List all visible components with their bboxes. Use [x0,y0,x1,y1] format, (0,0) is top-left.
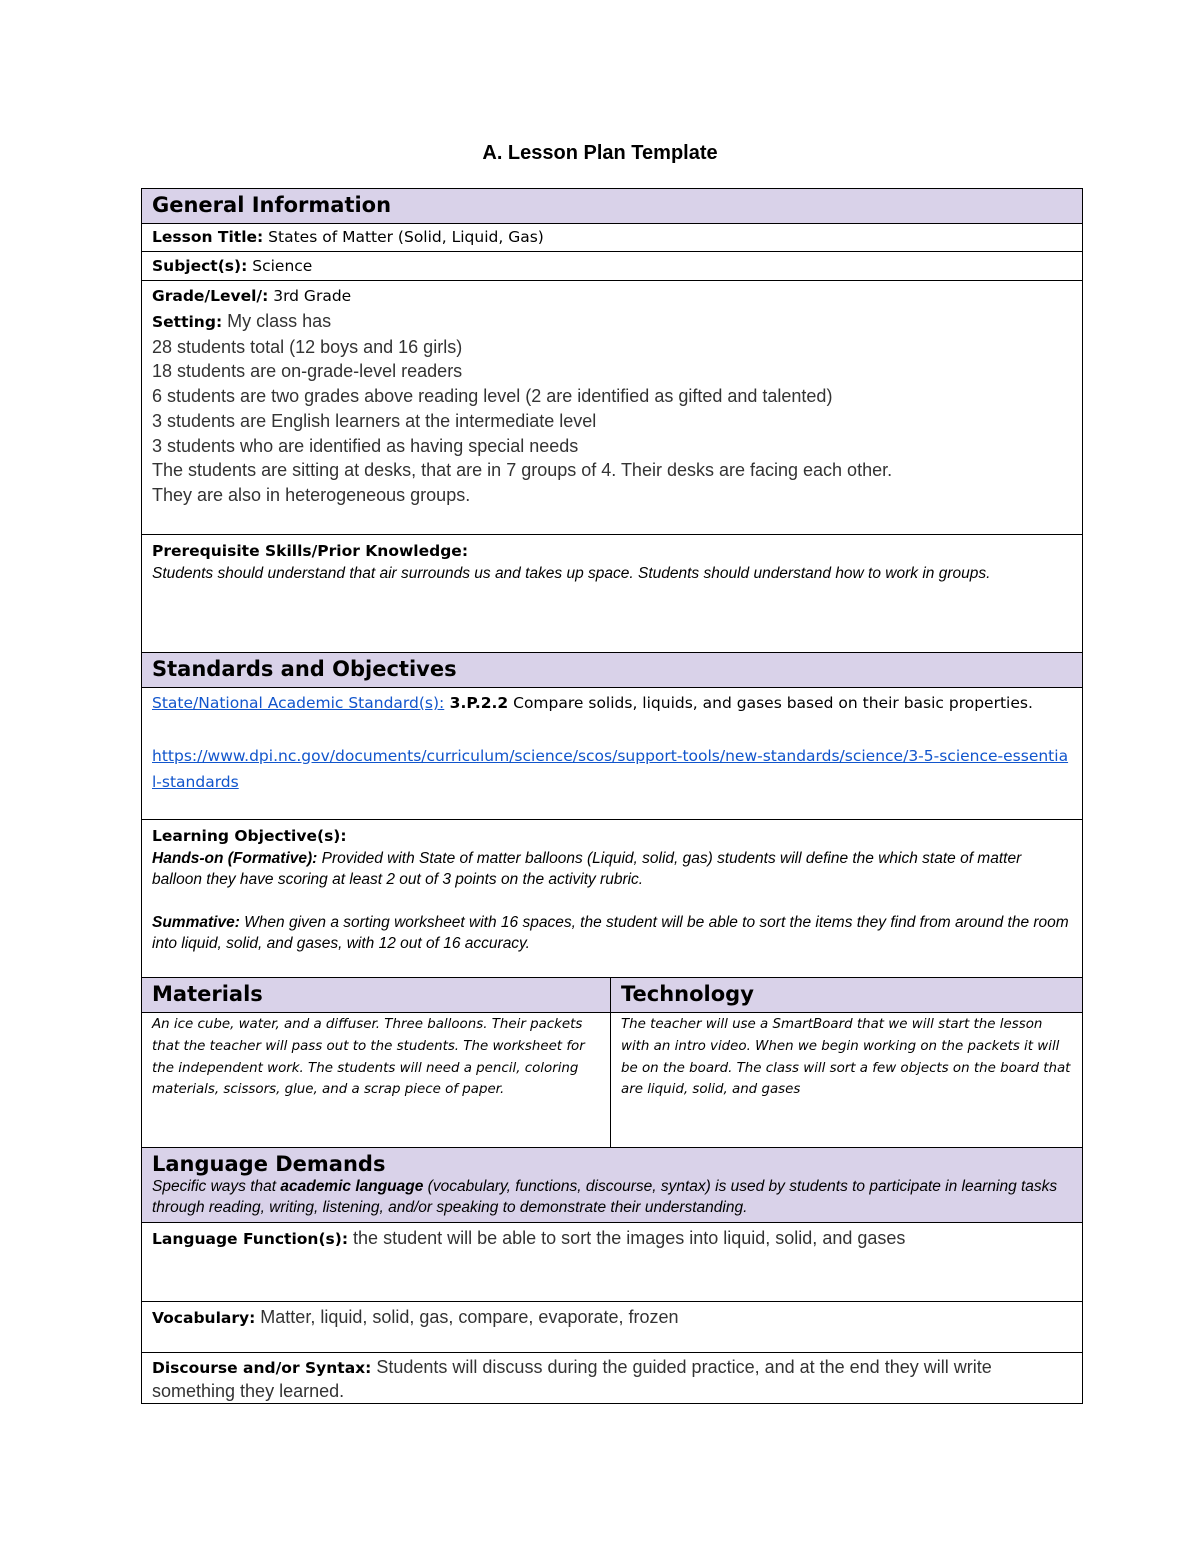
setting-line: 3 students are English learners at the intermediate level [152,410,597,431]
general-information-header: General Information [142,189,1083,224]
lesson-title-label: Lesson Title: [152,228,264,246]
discourse-label: Discourse and/or Syntax: [152,1359,372,1377]
document-title: A. Lesson Plan Template [482,142,718,164]
materials-text: An ice cube, water, and a diffuser. Three balloons. Their packets that the teacher will pass out to the students. The worksheet for the independent work. The students will need a pencil, coloring materials, scissors, glue, and a scrap piece of paper. [152,1017,585,1098]
summative-label: Summative: [152,914,240,931]
learning-objectives-cell [142,820,1083,978]
subject-row [142,252,1083,281]
learning-objectives-label: Learning Objective(s): [152,827,347,845]
materials-cell [142,1013,611,1148]
prerequisite-text: Students should understand that air surrounds us and takes up space. Students should understand how to work in groups. [152,565,991,582]
grade-setting-cell [142,281,1083,535]
setting-line: They are also in heterogeneous groups. [152,484,471,505]
subject-label: Subject(s): [152,257,248,275]
standard-url-link[interactable]: https://www.dpi.nc.gov/documents/curriculum/science/scos/support-tools/new-standards/science/3-5-science-essential-standards [152,746,1069,791]
hands-on-text: Provided with State of matter balloons (Liquid, solid, gas) students will define the which state of matter balloon they have scoring at least 2 out of 3 points on the activity rubric. [152,850,1022,888]
standard-text: Compare solids, liquids, and gases based on their basic properties. [508,694,1033,712]
technology-header: Technology [611,978,1083,1013]
language-demands-header: Language Demands Specific ways that academic language (vocabulary, functions, discourse, syntax) is used by students to participate in learning tasks through reading, writing, listening, and/or speaking to demonstrate their understanding. [142,1148,1083,1223]
prerequisite-cell [142,535,1083,653]
setting-label: Setting: [152,313,223,331]
discourse-cell [142,1353,1083,1404]
standard-code: 3.P.2.2 [444,694,509,712]
language-function-text: the student will be able to sort the images into liquid, solid, and gases [348,1228,906,1248]
language-demands-description: Specific ways that academic language (vocabulary, functions, discourse, syntax) is used by students to participate in learning tasks through reading, writing, listening, and/or speaking to demonstrate their understanding. [152,1178,1058,1216]
summative-text: When given a sorting worksheet with 16 spaces, the student will be able to sort the items they find from around the room into liquid, solid, and gases, with 12 out of 16 accuracy. [152,914,1069,952]
standards-cell [142,688,1083,820]
materials-header: Materials [142,978,611,1013]
lesson-title-value: States of Matter (Solid, Liquid, Gas) [263,228,544,246]
hands-on-label: Hands-on (Formative): [152,850,318,867]
language-function-label: Language Function(s): [152,1230,349,1248]
technology-cell [611,1013,1083,1148]
setting-line: 6 students are two grades above reading level (2 are identified as gifted and talented) [152,386,833,407]
setting-line: 18 students are on-grade-level readers [152,361,463,382]
vocabulary-label: Vocabulary: [152,1309,256,1327]
vocabulary-cell [142,1302,1083,1353]
lesson-plan-table [141,188,1083,1404]
setting-intro: My class has [222,311,332,331]
setting-line: The students are sitting at desks, that are in 7 groups of 4. Their desks are facing each other. [152,460,893,481]
grade-label: Grade/Level/: [152,287,269,305]
language-function-cell [142,1223,1083,1302]
technology-text: The teacher will use a SmartBoard that we will start the lesson with an intro video. When we begin working on the packets it will be on the board. The class will sort a few objects on the board that are liquid, solid, and gases [621,1017,1071,1098]
setting-line: 28 students total (12 boys and 16 girls) [152,336,463,357]
setting-line: 3 students who are identified as having special needs [152,435,579,456]
discourse-text: Students will discuss during the guided practice, and at the end they will write something they learned. [152,1357,992,1401]
lesson-title-row [142,224,1083,252]
subject-value: Science [247,257,313,275]
vocabulary-text: Matter, liquid, solid, gas, compare, evaporate, frozen [255,1307,679,1327]
prerequisite-label: Prerequisite Skills/Prior Knowledge: [152,542,469,560]
grade-value: 3rd Grade [268,287,352,305]
standard-label-link[interactable]: State/National Academic Standard(s): [152,694,445,712]
standards-objectives-header: Standards and Objectives [142,653,1083,688]
